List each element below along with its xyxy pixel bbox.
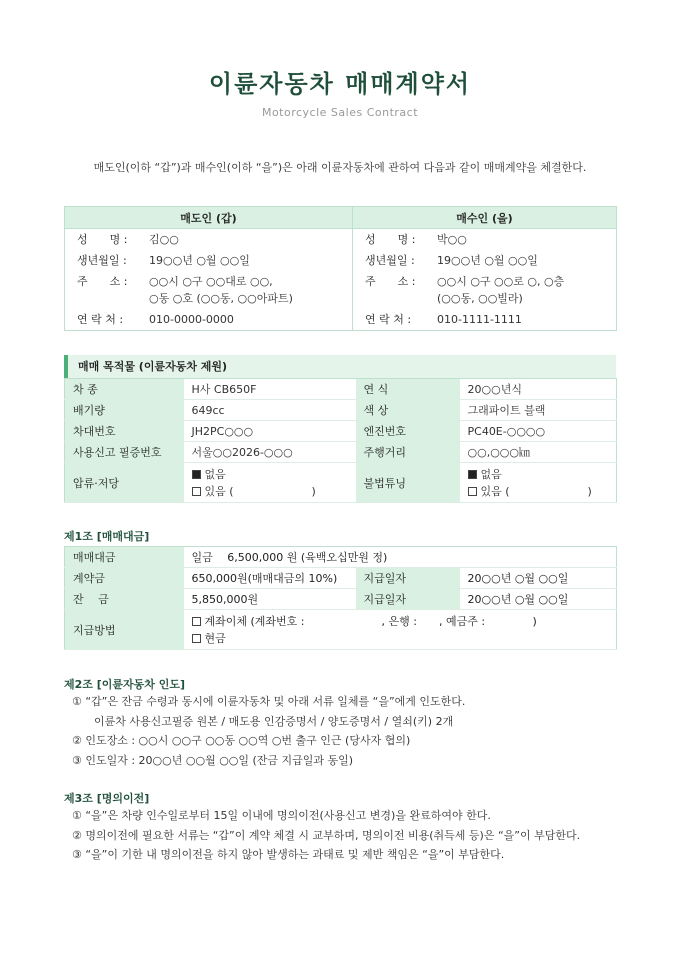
seller-address-line2: ○동 ○호 (○○동, ○○아파트) <box>149 292 293 305</box>
parties-table <box>64 206 617 331</box>
seller-phone: 010-0000-0000 <box>149 313 234 326</box>
clause-item: ② 명의이전에 필요한 서류는 “갑”이 계약 체결 시 교부하며, 명의이전 비용(취득세 등)은 “을”이 부담한다. <box>72 828 581 842</box>
table-row <box>65 547 617 568</box>
seller-name: 김○○ <box>149 233 179 246</box>
article2-title: 제2조 [이륜자동차 인도] <box>64 678 186 691</box>
clause-item: 이륜차 사용신고필증 원본 / 매도용 인감증명서 / 양도증명서 / 열쇠(키) 2개 <box>94 714 454 728</box>
deposit-value: 650,000원(매매대금의 10%) <box>184 568 356 589</box>
table-row <box>65 463 617 503</box>
document-title: 이륜자동차 매매계약서 <box>208 70 472 98</box>
spec-value: 649cc <box>184 400 356 421</box>
table-row <box>65 589 617 610</box>
checkbox-checked-icon[interactable] <box>192 470 201 479</box>
checkbox-icon[interactable] <box>468 487 477 496</box>
checkbox-icon[interactable] <box>192 617 201 626</box>
spec-value: 20○○년식 <box>460 379 617 400</box>
checkbox-icon[interactable] <box>192 634 201 643</box>
checkbox-icon[interactable] <box>192 487 201 496</box>
table-row <box>65 400 617 421</box>
price-value: 일금 6,500,000 원 (육백오십만원 정) <box>184 547 617 568</box>
seller-address-row <box>65 271 353 309</box>
article3-clauses <box>72 806 632 865</box>
seller-phone-row <box>65 309 353 331</box>
seller-phone-label: 연 락 처 : <box>77 313 124 326</box>
article2-clauses <box>72 692 632 770</box>
seller-name-label: 성 명 : <box>77 233 128 246</box>
method-options <box>184 610 617 650</box>
spec-value: ○○,○○○㎞ <box>460 442 617 463</box>
spec-value: 서울○○2026-○○○ <box>184 442 356 463</box>
clause-item: ① “갑”은 잔금 수령과 동시에 이륜자동차 및 아래 서류 일체를 “을”에게 인도한다. <box>72 695 466 708</box>
lien-options <box>184 463 356 503</box>
buyer-phone-row <box>353 309 617 331</box>
tuning-none-label: 없음 <box>480 467 502 481</box>
buyer-address-line2: (○○동, ○○빌라) <box>437 292 523 305</box>
deposit-date-value: 20○○년 ○월 ○○일 <box>460 568 617 589</box>
table-row <box>65 610 617 650</box>
lien-close-paren: ) <box>311 484 316 498</box>
spec-label: 엔진번호 <box>356 421 460 442</box>
tuning-yes-label: 있음 ( <box>480 484 510 498</box>
spec-label: 색 상 <box>356 400 460 421</box>
method-cash-label: 현금 <box>204 631 226 645</box>
tuning-close-paren: ) <box>587 484 592 498</box>
spec-label: 주행거리 <box>356 442 460 463</box>
table-row <box>65 421 617 442</box>
buyer-name-row <box>353 229 617 251</box>
lien-none-label: 없음 <box>204 467 226 481</box>
price-table <box>64 546 617 650</box>
seller-birth-label: 생년월일 : <box>77 254 127 267</box>
buyer-header: 매수인 (을) <box>353 207 617 229</box>
buyer-phone: 010-1111-1111 <box>437 313 522 326</box>
seller-birth: 19○○년 ○월 ○○일 <box>149 254 250 267</box>
clause-item: ③ “을”이 기한 내 명의이전을 하지 않아 발생하는 과태료 및 제반 책임은 “을”이 부담한다. <box>72 848 505 861</box>
article1-title: 제1조 [매매대금] <box>64 530 150 543</box>
price-label: 매매대금 <box>65 547 184 568</box>
spec-value: JH2PC○○○ <box>184 421 356 442</box>
article3-title: 제3조 [명의이전] <box>64 792 150 805</box>
seller-address-line1: ○○시 ○구 ○○대로 ○○, <box>149 275 273 288</box>
document-subtitle: Motorcycle Sales Contract <box>261 106 419 119</box>
buyer-birth-label: 생년월일 : <box>365 254 415 267</box>
buyer-phone-label: 연 락 처 : <box>365 313 412 326</box>
spec-label: 차 종 <box>65 379 184 400</box>
buyer-address-line1: ○○시 ○구 ○○로 ○, ○층 <box>437 275 565 288</box>
checkbox-checked-icon[interactable] <box>468 470 477 479</box>
balance-value: 5,850,000원 <box>184 589 356 610</box>
buyer-name: 박○○ <box>437 233 467 246</box>
deposit-label: 계약금 <box>65 568 184 589</box>
spec-value: H사 CB650F <box>184 379 356 400</box>
spec-section-heading: 매매 목적물 (이륜자동차 제원) <box>64 355 616 379</box>
balance-label: 잔 금 <box>65 589 184 610</box>
lien-label: 압류·저당 <box>65 463 184 503</box>
method-transfer-label: 계좌이체 (계좌번호 : , 은행 : , 예금주 : ) <box>204 614 537 628</box>
deposit-date-label: 지급일자 <box>356 568 460 589</box>
spec-value: PC40E-○○○○ <box>460 421 617 442</box>
buyer-birth: 19○○년 ○월 ○○일 <box>437 254 538 267</box>
spec-label: 차대번호 <box>65 421 184 442</box>
table-row <box>65 379 617 400</box>
spec-label: 연 식 <box>356 379 460 400</box>
spec-value: 그래파이트 블랙 <box>460 400 617 421</box>
clause-item: ① “을”은 차량 인수일로부터 15일 이내에 명의이전(사용신고 변경)을 완료하여야 한다. <box>72 809 491 822</box>
spec-label: 사용신고 필증번호 <box>65 442 184 463</box>
spec-table <box>64 378 617 503</box>
clause-item: ② 인도장소 : ○○시 ○○구 ○○동 ○○역 ○번 출구 인근 (당사자 협의) <box>72 734 411 747</box>
seller-name-row <box>65 229 353 251</box>
tuning-label: 불법튜닝 <box>356 463 460 503</box>
intro-paragraph: 매도인(이하 “갑”)과 매수인(이하 “을”)은 아래 이륜자동차에 관하여 다음과 같이 매매계약을 체결한다. <box>93 161 587 174</box>
seller-address-label: 주 소 : <box>77 275 128 288</box>
table-row <box>65 568 617 589</box>
buyer-name-label: 성 명 : <box>365 233 416 246</box>
lien-yes-label: 있음 ( <box>204 484 234 498</box>
clause-item: ③ 인도일자 : 20○○년 ○○월 ○○일 (잔금 지급일과 동일) <box>72 753 354 767</box>
buyer-address-label: 주 소 : <box>365 275 416 288</box>
seller-header: 매도인 (갑) <box>65 207 353 229</box>
buyer-birth-row <box>353 250 617 271</box>
balance-date-value: 20○○년 ○월 ○○일 <box>460 589 617 610</box>
table-row <box>65 442 617 463</box>
spec-label: 배기량 <box>65 400 184 421</box>
buyer-address-row <box>353 271 617 309</box>
method-label: 지급방법 <box>65 610 184 650</box>
seller-birth-row <box>65 250 353 271</box>
balance-date-label: 지급일자 <box>356 589 460 610</box>
tuning-options <box>460 463 617 503</box>
